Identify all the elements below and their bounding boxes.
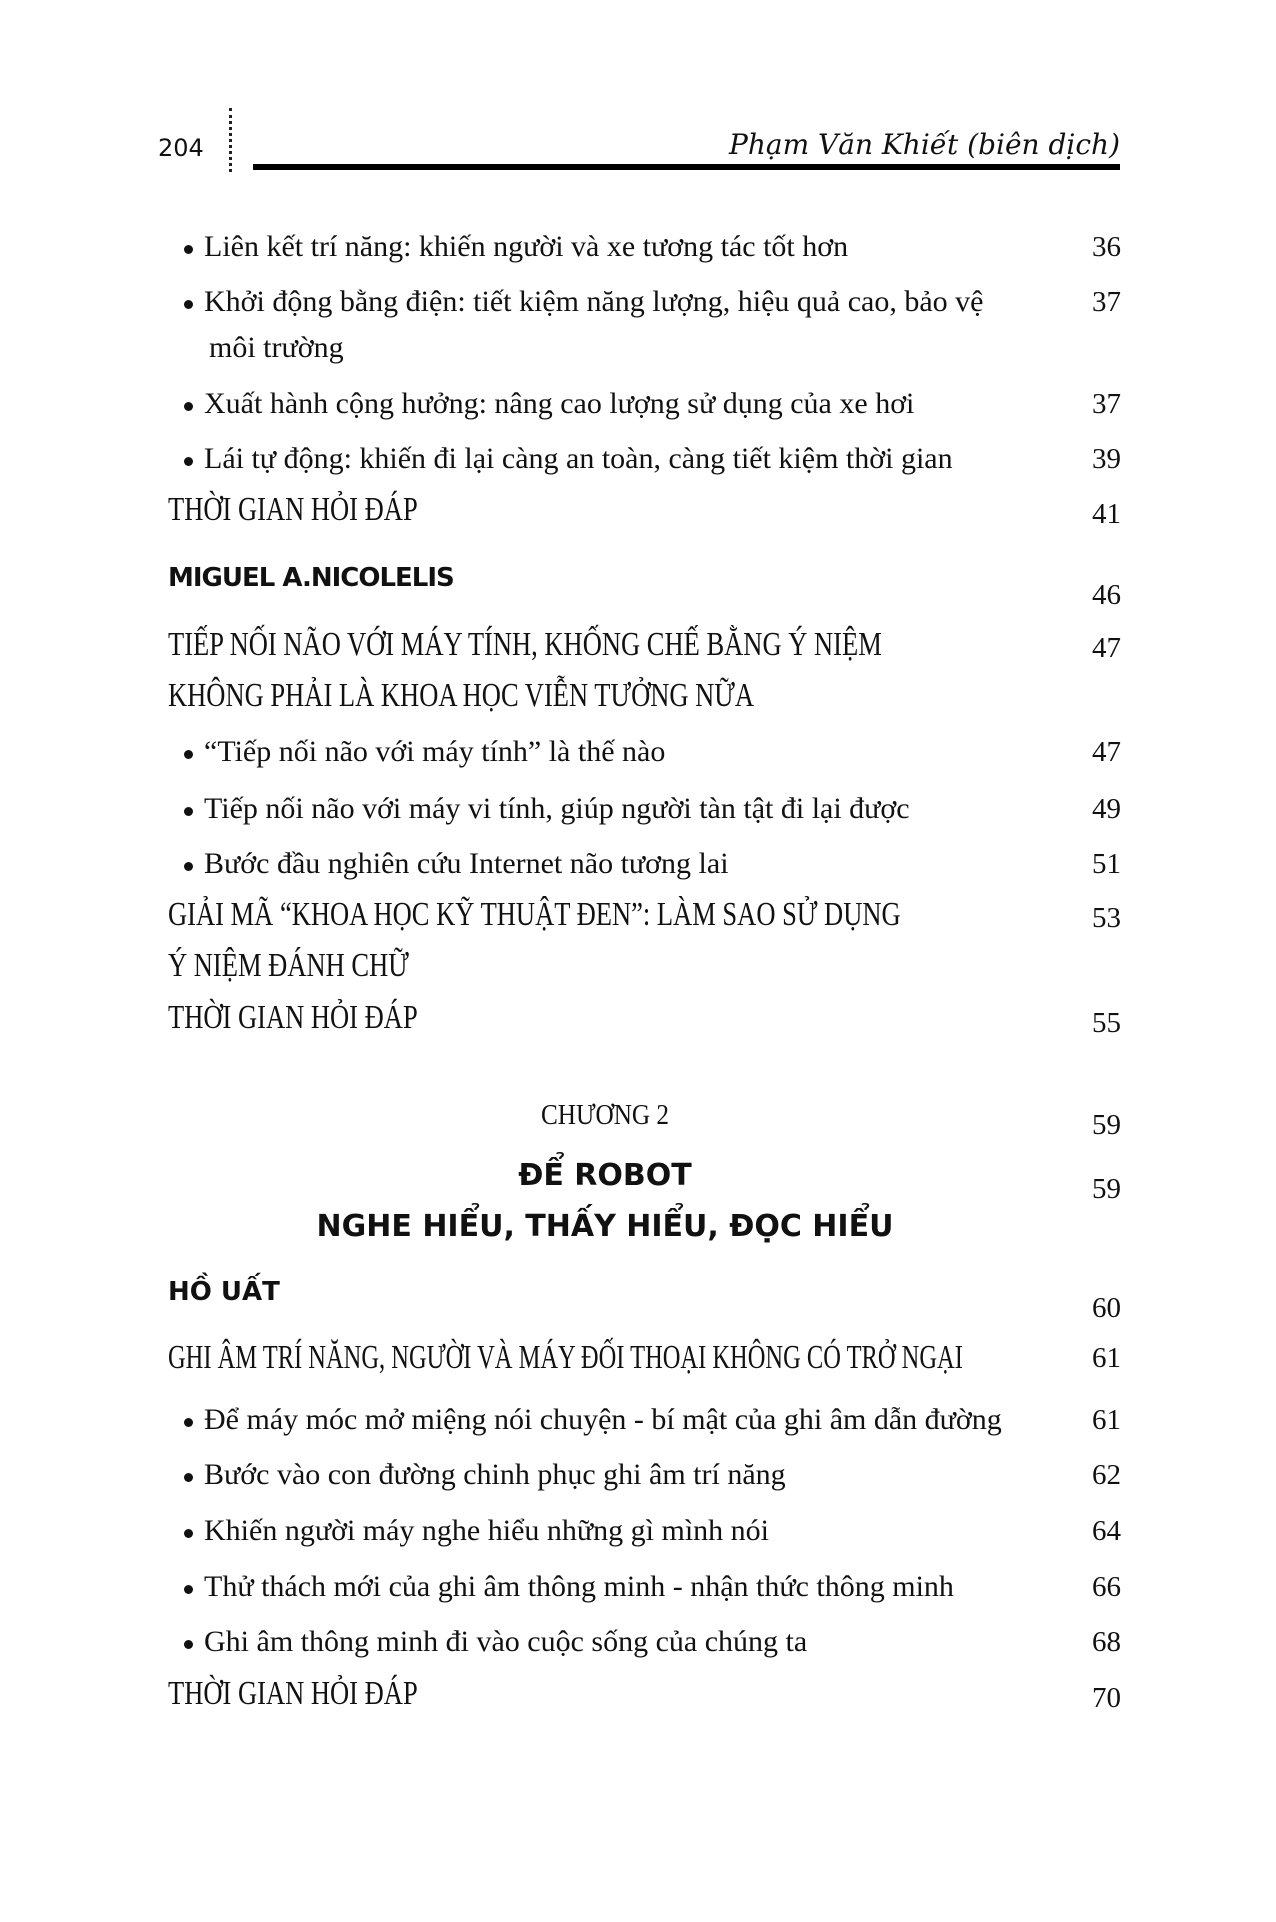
entry-page: 70 (1092, 1682, 1121, 1714)
bullet-icon (184, 862, 193, 871)
chapter-label[interactable]: CHƯƠNG 2 (540, 1100, 670, 1131)
entry-title: Thử thách mới của ghi âm thông minh - nhận thức thông minh (204, 1570, 954, 1603)
bullet-icon (184, 1529, 193, 1538)
toc-entry[interactable] (184, 441, 953, 477)
toc-entry[interactable] (184, 734, 665, 770)
entry-title-cont: KHÔNG PHẢI LÀ KHOA HỌC VIỄN TƯỞNG NỮA (168, 677, 755, 714)
entry-page: 59 (1092, 1173, 1121, 1205)
toc-entry[interactable] (184, 284, 983, 320)
entry-page: 53 (1092, 902, 1121, 934)
entry-title: Bước vào con đường chinh phục ghi âm trí năng (204, 1458, 786, 1491)
running-title: Phạm Văn Khiết (biên dịch) (729, 128, 1120, 161)
entry-page: 66 (1092, 1571, 1121, 1603)
toc-entry[interactable]: THỜI GIAN HỎI ĐÁP (168, 999, 418, 1036)
bullet-icon (184, 1473, 193, 1482)
entry-page: 39 (1092, 443, 1121, 475)
chapter-title[interactable]: ĐỂ ROBOT (518, 1158, 692, 1193)
toc-entry[interactable] (184, 1513, 769, 1549)
toc-entry[interactable]: GHI ÂM TRÍ NĂNG, NGƯỜI VÀ MÁY ĐỐI THOẠI KHÔNG CÓ TRỞ NGẠI (168, 1339, 963, 1376)
entry-title: Để máy móc mở miệng nói chuyện - bí mật của ghi âm dẫn đường (204, 1403, 1002, 1436)
entry-page: 46 (1092, 579, 1121, 611)
entry-title: “Tiếp nối não với máy tính” là thế nào (204, 735, 666, 768)
entry-page: 61 (1092, 1342, 1121, 1374)
author-heading[interactable]: MIGUEL A.NICOLELIS (168, 563, 454, 593)
bullet-icon (184, 1585, 193, 1594)
toc-entry[interactable] (184, 1624, 807, 1660)
entry-page: 41 (1092, 498, 1121, 530)
bullet-icon (184, 245, 193, 254)
entry-page: 55 (1092, 1007, 1121, 1039)
entry-page: 62 (1092, 1459, 1121, 1491)
toc-entry[interactable] (184, 1402, 1002, 1438)
entry-title: Khởi động bằng điện: tiết kiệm năng lượng, hiệu quả cao, bảo vệ (204, 285, 984, 318)
header-divider (229, 108, 232, 172)
bullet-icon (184, 457, 193, 466)
toc-entry[interactable]: TIẾP NỐI NÃO VỚI MÁY TÍNH, KHỐNG CHẾ BẰNG Ý NIỆM (168, 626, 882, 663)
toc-entry[interactable]: THỜI GIAN HỎI ĐÁP (168, 491, 418, 528)
entry-page: 47 (1092, 632, 1121, 664)
toc-entry[interactable] (184, 791, 910, 827)
author-heading[interactable]: HỒ UẤT (168, 1277, 280, 1307)
toc-entry[interactable] (184, 229, 848, 265)
entry-page: 59 (1092, 1109, 1121, 1141)
entry-page: 68 (1092, 1626, 1121, 1658)
entry-page: 61 (1092, 1404, 1121, 1436)
toc-entry[interactable] (184, 1457, 786, 1493)
bullet-icon (184, 807, 193, 816)
entry-page: 37 (1092, 388, 1121, 420)
entry-title: Lái tự động: khiến đi lại càng an toàn, càng tiết kiệm thời gian (204, 442, 953, 475)
entry-page: 36 (1092, 231, 1121, 263)
entry-page: 47 (1092, 736, 1121, 768)
toc-entry[interactable] (184, 386, 914, 422)
entry-title: Bước đầu nghiên cứu Internet não tương lai (204, 847, 729, 880)
toc-entry[interactable] (184, 846, 729, 882)
entry-title: Ghi âm thông minh đi vào cuộc sống của chúng ta (204, 1625, 808, 1658)
entry-page: 51 (1092, 848, 1121, 880)
page-number: 204 (158, 134, 204, 162)
bullet-icon (184, 750, 193, 759)
toc-entry[interactable]: GIẢI MÃ “KHOA HỌC KỸ THUẬT ĐEN”: LÀM SAO SỬ DỤNG (168, 896, 901, 933)
chapter-title-cont: NGHE HIỂU, THẤY HIỂU, ĐỌC HIỂU (316, 1209, 894, 1244)
entry-page: 49 (1092, 793, 1121, 825)
entry-title: Khiến người máy nghe hiểu những gì mình nói (204, 1514, 769, 1547)
toc-entry[interactable]: THỜI GIAN HỎI ĐÁP (168, 1675, 418, 1712)
bullet-icon (184, 402, 193, 411)
entry-title-cont: môi trường (209, 331, 344, 364)
entry-page: 37 (1092, 286, 1121, 318)
entry-page: 64 (1092, 1515, 1121, 1547)
entry-title: Tiếp nối não với máy vi tính, giúp người tàn tật đi lại được (204, 792, 910, 825)
entry-title-cont: Ý NIỆM ĐÁNH CHỮ (168, 947, 409, 984)
header-rule (253, 164, 1120, 170)
bullet-icon (184, 1418, 193, 1427)
toc-entry[interactable] (184, 1569, 954, 1605)
entry-title: Liên kết trí năng: khiến người và xe tương tác tốt hơn (204, 230, 849, 263)
entry-title: Xuất hành cộng hưởng: nâng cao lượng sử dụng của xe hơi (204, 387, 915, 420)
entry-page: 60 (1092, 1292, 1121, 1324)
bullet-icon (184, 300, 193, 309)
bullet-icon (184, 1640, 193, 1649)
